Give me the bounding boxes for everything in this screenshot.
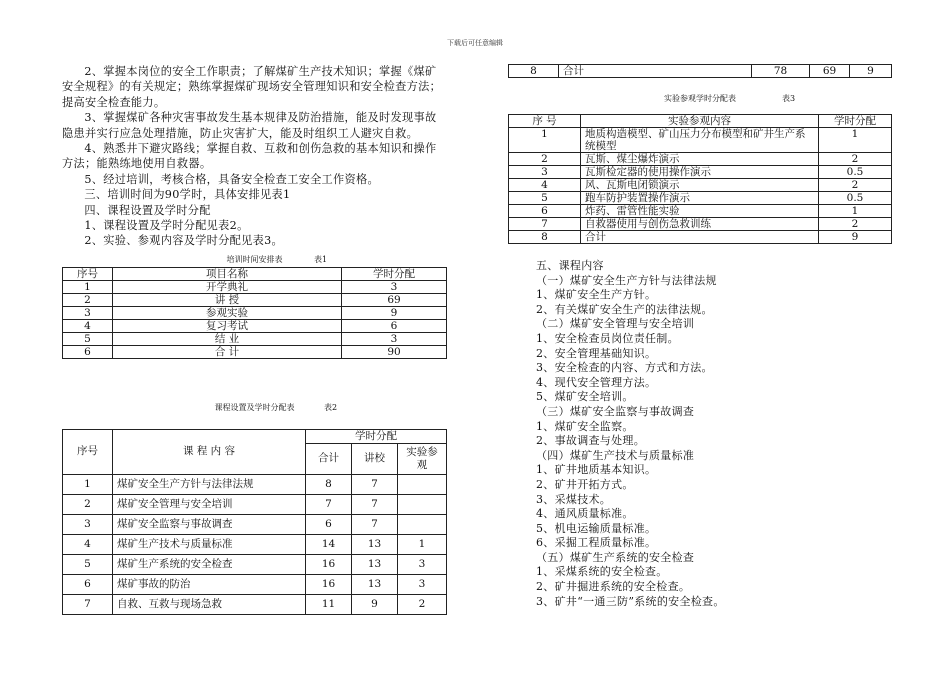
header-cell: 序号 xyxy=(63,429,113,474)
table-cell: 煤矿安全监察与事故调查 xyxy=(113,514,306,534)
table-row xyxy=(509,153,892,166)
table-cell: 8 xyxy=(306,474,352,494)
list-item: 1、煤矿安全监察。 xyxy=(536,419,634,433)
paragraph: 4、熟悉井下避灾路线；掌握自救、互救和创伤急救的基本知识和操作方法；能熟练地使用自救器。 xyxy=(62,142,437,171)
list-item: 5、机电运输质量标准。 xyxy=(536,521,657,535)
header-cell: 学时分配 xyxy=(306,429,447,443)
table-cell: 煤矿安全管理与安全培训 xyxy=(113,494,306,514)
table-cell xyxy=(398,514,447,534)
table3-title: 实验参观学时分配表 xyxy=(664,94,736,103)
table-row xyxy=(63,534,447,554)
table-cell: 2 xyxy=(509,153,581,166)
table3-number: 表3 xyxy=(782,94,796,103)
table-cell: 7 xyxy=(63,594,113,614)
table-cell: 瓦斯检定器的使用操作演示 xyxy=(581,166,819,179)
table-cell: 合 计 xyxy=(113,345,342,358)
list-item: 1、矿井地质基本知识。 xyxy=(536,463,657,477)
table-cell: 2 xyxy=(819,179,892,192)
list-item: 1、采煤系统的安全检查。 xyxy=(536,565,668,579)
list-item: 1、煤矿安全生产方针。 xyxy=(536,288,657,302)
table-row xyxy=(509,192,892,205)
table-cell xyxy=(398,494,447,514)
right-column xyxy=(508,64,892,609)
table-cell: 1 xyxy=(398,534,447,554)
table-cell: 6 xyxy=(63,574,113,594)
header-cell: 课 程 内 容 xyxy=(113,429,306,474)
list-item: 2、矿井开拓方式。 xyxy=(536,477,634,491)
table-row xyxy=(63,319,447,332)
header-cell: 实验参观 xyxy=(398,443,447,474)
table-cell: 3 xyxy=(509,166,581,179)
table-cell: 复习考试 xyxy=(113,319,342,332)
table-cell: 0.5 xyxy=(819,166,892,179)
subsection-heading: （一）煤矿安全生产方针与法律法规 xyxy=(536,273,717,287)
table-cell: 5 xyxy=(509,192,581,205)
header-cell: 项目名称 xyxy=(113,267,342,280)
list-item: 5、煤矿安全培训。 xyxy=(536,390,634,404)
table-cell: 8 xyxy=(509,65,559,78)
table-row xyxy=(63,574,447,594)
table-row xyxy=(509,205,892,218)
table-cell: 合计 xyxy=(559,65,752,78)
list-item: 2、矿井掘进系统的安全检查。 xyxy=(536,580,691,594)
table-cell: 煤矿生产系统的安全检查 xyxy=(113,554,306,574)
subsection-heading: （二）煤矿安全管理与安全培训 xyxy=(536,317,695,331)
table-cell: 3 xyxy=(63,514,113,534)
table-cell: 4 xyxy=(63,319,113,332)
table-cell: 7 xyxy=(306,494,352,514)
table2-number: 表2 xyxy=(324,402,338,412)
table-row xyxy=(509,231,892,244)
table-cell: 自救、互救与现场急救 xyxy=(113,594,306,614)
table-cell xyxy=(398,474,447,494)
paragraph: 1、课程设置及学时分配见表2。 xyxy=(84,219,249,233)
table-cell: 90 xyxy=(342,345,447,358)
list-item: 6、采掘工程质量标准。 xyxy=(536,536,657,550)
table-cell: 5 xyxy=(63,554,113,574)
paragraph: 2、实验、参观内容及学时分配见表3。 xyxy=(84,234,284,248)
table3 xyxy=(508,114,892,244)
table-cell: 9 xyxy=(352,594,398,614)
table-cell: 煤矿事故的防治 xyxy=(113,574,306,594)
table-cell: 合计 xyxy=(581,231,819,244)
table-cell: 3 xyxy=(398,554,447,574)
table-cell: 瓦斯、煤尘爆炸演示 xyxy=(581,153,819,166)
list-item: 2、安全管理基础知识。 xyxy=(536,346,657,360)
header-cell: 实验参观内容 xyxy=(581,115,819,128)
table1-title: 培训时间安排表 xyxy=(226,254,283,264)
table-row xyxy=(63,594,447,614)
table-cell: 煤矿生产技术与质量标准 xyxy=(113,534,306,554)
table-cell: 跑车防护装置操作演示 xyxy=(581,192,819,205)
table3-header-row xyxy=(509,115,892,128)
table3-caption xyxy=(508,92,892,106)
subsection-heading: （三）煤矿安全监察与事故调查 xyxy=(536,404,695,418)
table-cell: 8 xyxy=(509,231,581,244)
table-row xyxy=(63,280,447,293)
table-cell: 参观实验 xyxy=(113,306,342,319)
table-row xyxy=(63,293,447,306)
table2-title: 课程设置及学时分配表 xyxy=(214,402,295,412)
table-cell: 1 xyxy=(819,128,892,153)
table-cell: 3 xyxy=(63,306,113,319)
table2 xyxy=(62,429,447,615)
table-cell: 9 xyxy=(342,306,447,319)
table-cell: 煤矿安全生产方针与法律法规 xyxy=(113,474,306,494)
table-cell: 炸药、雷管性能实验 xyxy=(581,205,819,218)
table-cell: 5 xyxy=(63,332,113,345)
table-row xyxy=(63,306,447,319)
table-cell: 结 业 xyxy=(113,332,342,345)
list-item: 3、采煤技术。 xyxy=(536,492,612,506)
section-heading: 五、课程内容 xyxy=(536,259,604,272)
table-cell: 3 xyxy=(342,280,447,293)
table-cell: 13 xyxy=(352,554,398,574)
table-row xyxy=(63,474,447,494)
left-column xyxy=(62,64,447,615)
table-cell: 2 xyxy=(819,153,892,166)
table2-header-row xyxy=(63,429,447,443)
table-cell: 自救器使用与创伤急救训练 xyxy=(581,218,819,231)
table-cell: 9 xyxy=(850,65,892,78)
table-cell: 6 xyxy=(342,319,447,332)
table1-header-row xyxy=(63,267,447,280)
table-cell: 7 xyxy=(352,474,398,494)
table-cell: 6 xyxy=(306,514,352,534)
list-item: 3、安全检查的内容、方式和方法。 xyxy=(536,361,713,375)
table-cell: 69 xyxy=(810,65,850,78)
list-item: 1、安全检查员岗位责任制。 xyxy=(536,331,679,345)
table-cell: 3 xyxy=(342,332,447,345)
header-cell: 合计 xyxy=(306,443,352,474)
paragraph: 3、掌握煤矿各种灾害事故发生基本规律及防治措施，能及时发现事故隐患并实行应急处理措施，防止灾害扩大，能及时组织工人避灾自救。 xyxy=(62,111,437,140)
table-cell: 1 xyxy=(819,205,892,218)
table-cell: 4 xyxy=(63,534,113,554)
paragraph: 三、培训时间为90学时，具体安排见表1 xyxy=(84,188,291,202)
list-item: 4、通风质量标准。 xyxy=(536,507,634,521)
paragraph: 四、课程设置及学时分配 xyxy=(84,203,211,217)
table2-caption xyxy=(62,401,447,415)
table-cell: 4 xyxy=(509,179,581,192)
table-cell: 11 xyxy=(306,594,352,614)
table-row xyxy=(509,179,892,192)
table-row xyxy=(509,166,892,179)
table-row xyxy=(509,218,892,231)
table1-caption xyxy=(62,253,447,267)
table-row xyxy=(63,345,447,358)
table-cell: 2 xyxy=(398,594,447,614)
header-cell: 序 号 xyxy=(509,115,581,128)
table-cell: 3 xyxy=(398,574,447,594)
table-row xyxy=(509,128,892,153)
header-cell: 学时分配 xyxy=(819,115,892,128)
list-item: 3、矿井“一通三防”系统的安全检查。 xyxy=(536,594,725,608)
table-cell: 风、瓦斯电闭锁演示 xyxy=(581,179,819,192)
subsection-heading: （四）煤矿生产技术与质量标准 xyxy=(536,448,695,462)
table-cell: 7 xyxy=(352,494,398,514)
table-cell: 2 xyxy=(63,494,113,514)
table-cell: 69 xyxy=(342,293,447,306)
header-cell: 学时分配 xyxy=(342,267,447,280)
table-cell: 地质构造模型、矿山压力分布模型和矿井生产系统模型 xyxy=(581,128,819,153)
paragraph: 2、掌握本岗位的安全工作职责；了解煤矿生产技术知识；掌握《煤矿安全规程》的有关规定；熟练掌握煤矿现场安全管理知识和安全检查方法；提高安全检查能力。 xyxy=(62,65,442,109)
table-cell: 1 xyxy=(63,474,113,494)
table-row xyxy=(63,332,447,345)
table-cell: 6 xyxy=(509,205,581,218)
header-cell: 讲校 xyxy=(352,443,398,474)
table-cell: 7 xyxy=(352,514,398,534)
course-content xyxy=(536,259,892,609)
table-row xyxy=(63,514,447,534)
table1 xyxy=(62,267,447,359)
header-note: 下载后可任意编辑 xyxy=(447,39,503,47)
table-cell: 16 xyxy=(306,554,352,574)
paragraph: 5、经过培训，考核合格，具备安全检查工安全工作资格。 xyxy=(84,172,379,186)
table-cell: 9 xyxy=(819,231,892,244)
table-row xyxy=(63,494,447,514)
table-cell: 2 xyxy=(63,293,113,306)
table-cell: 1 xyxy=(63,280,113,293)
table-cell: 13 xyxy=(352,574,398,594)
table-cell: 0.5 xyxy=(819,192,892,205)
header-cell: 序号 xyxy=(63,267,113,280)
list-item: 2、事故调查与处理。 xyxy=(536,434,645,448)
list-item: 2、有关煤矿安全生产的法律法规。 xyxy=(536,302,713,316)
table-row xyxy=(509,65,892,78)
table-cell: 开学典礼 xyxy=(113,280,342,293)
table-cell: 13 xyxy=(352,534,398,554)
list-item: 4、现代安全管理方法。 xyxy=(536,375,657,389)
table-cell: 7 xyxy=(509,218,581,231)
table-cell: 讲 授 xyxy=(113,293,342,306)
table-cell: 2 xyxy=(819,218,892,231)
table1-number: 表1 xyxy=(314,254,328,264)
table-row xyxy=(63,554,447,574)
subsection-heading: （五）煤矿生产系统的安全检查 xyxy=(536,550,695,564)
table2-continued xyxy=(508,64,892,78)
table-cell: 6 xyxy=(63,345,113,358)
table-cell: 14 xyxy=(306,534,352,554)
table-cell: 16 xyxy=(306,574,352,594)
table-cell: 78 xyxy=(752,65,810,78)
table-cell: 1 xyxy=(509,128,581,153)
